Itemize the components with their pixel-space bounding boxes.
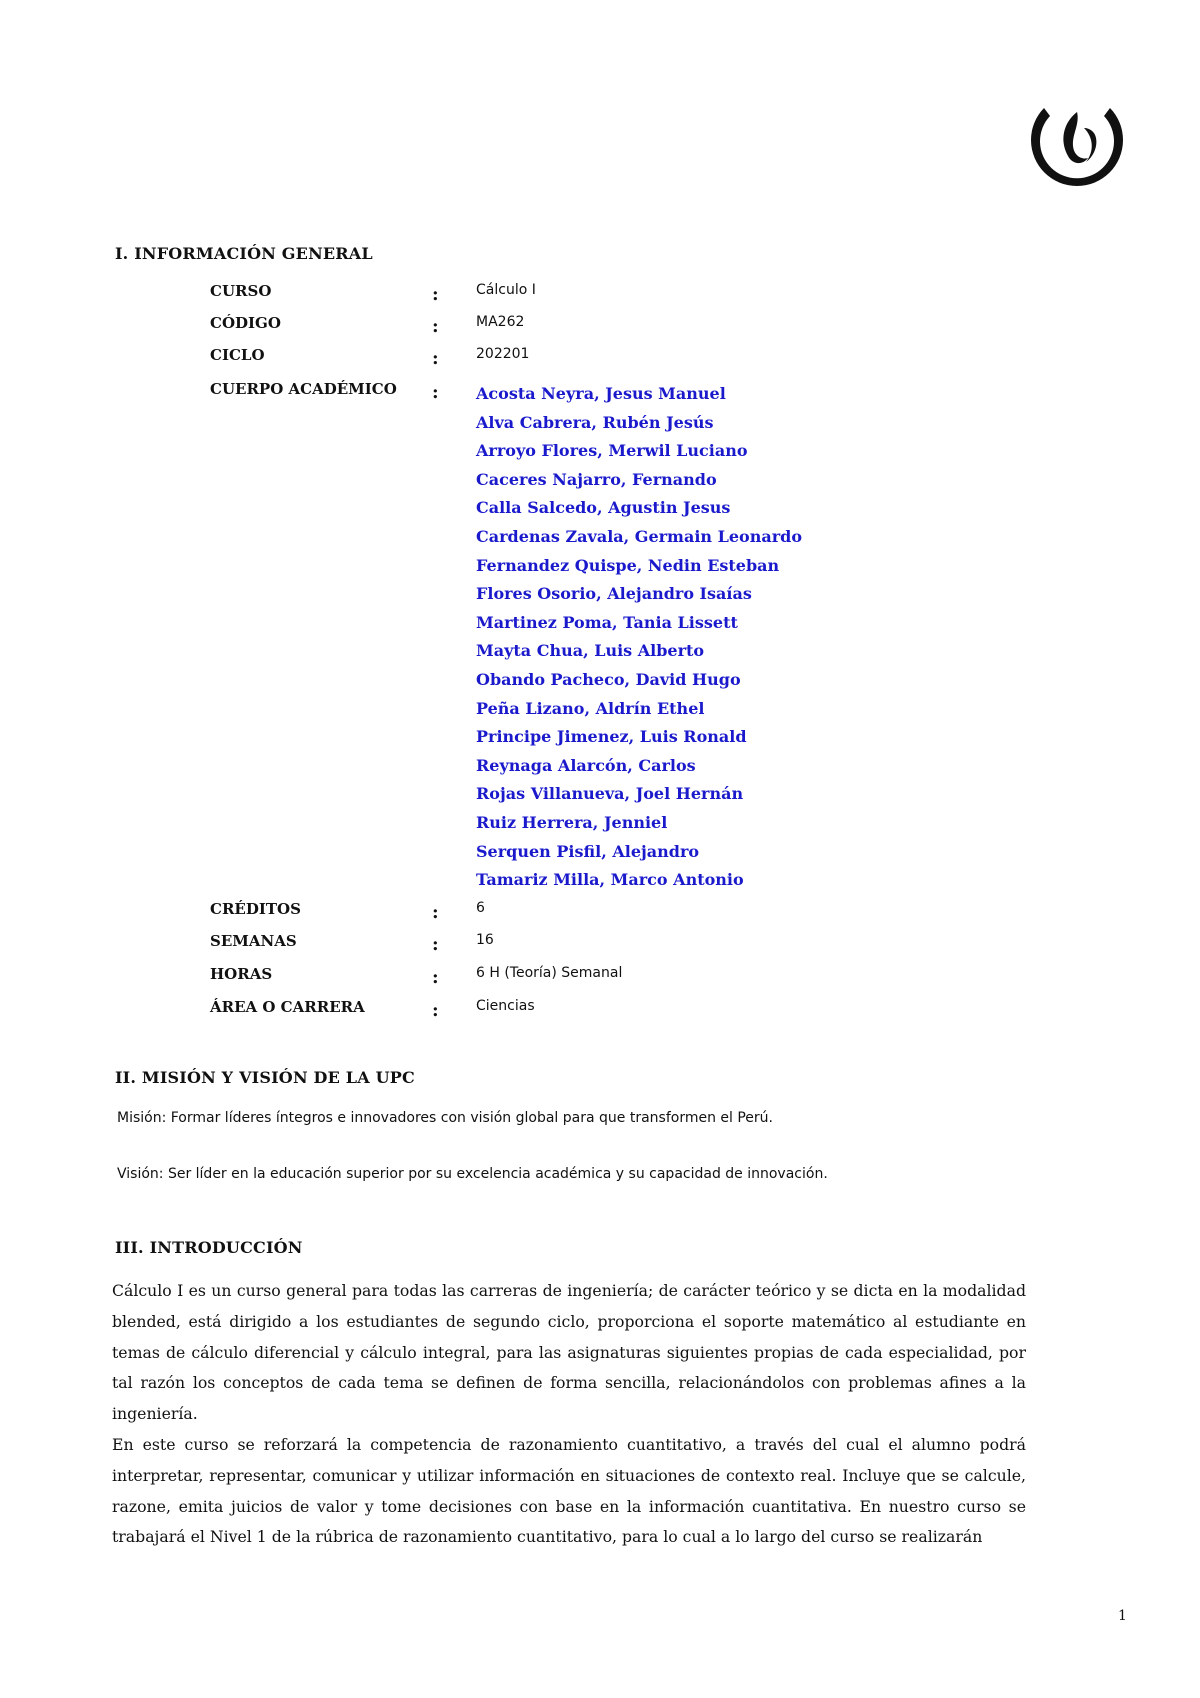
info-colon: : xyxy=(432,316,439,337)
info-value: 16 xyxy=(476,932,494,948)
faculty-member: Flores Osorio, Alejandro Isaías xyxy=(476,584,752,604)
info-colon: : xyxy=(432,348,439,369)
faculty-member: Caceres Najarro, Fernando xyxy=(476,469,717,489)
faculty-member: Obando Pacheco, David Hugo xyxy=(476,669,741,689)
upc-logo-icon xyxy=(1022,98,1132,204)
section-title-introduccion: III. INTRODUCCIÓN xyxy=(115,1238,303,1257)
info-label: CICLO xyxy=(210,346,265,364)
info-label: CÓDIGO xyxy=(210,314,281,332)
faculty-member: Martinez Poma, Tania Lissett xyxy=(476,612,738,632)
faculty-list xyxy=(476,380,802,895)
info-label: SEMANAS xyxy=(210,932,297,950)
info-value: MA262 xyxy=(476,314,525,330)
info-label: CURSO xyxy=(210,282,272,300)
info-label: CUERPO ACADÉMICO xyxy=(210,380,397,398)
info-value: 6 H (Teoría) Semanal xyxy=(476,965,623,981)
section-title-informacion-general: I. INFORMACIÓN GENERAL xyxy=(115,244,373,263)
info-value: 6 xyxy=(476,900,485,916)
info-colon: : xyxy=(432,934,439,955)
info-value: Ciencias xyxy=(476,998,535,1014)
faculty-member: Rojas Villanueva, Joel Hernán xyxy=(476,784,744,804)
mision-text: Misión: Formar líderes íntegros e innovadores con visión global para que transformen el Perú. xyxy=(117,1110,774,1126)
faculty-member: Ruiz Herrera, Jenniel xyxy=(476,812,668,832)
info-colon: : xyxy=(432,382,439,403)
faculty-member: Tamariz Milla, Marco Antonio xyxy=(476,870,744,890)
introduction-body xyxy=(112,1276,1026,1553)
info-label: HORAS xyxy=(210,965,273,983)
info-value: 202201 xyxy=(476,346,530,362)
info-label: ÁREA O CARRERA xyxy=(210,998,365,1016)
info-colon: : xyxy=(432,967,439,988)
faculty-member: Alva Cabrera, Rubén Jesús xyxy=(476,412,714,432)
page-number: 1 xyxy=(1118,1608,1127,1624)
faculty-member: Cardenas Zavala, Germain Leonardo xyxy=(476,526,803,546)
vision-text: Visión: Ser líder en la educación superior por su excelencia académica y su capacidad de innovación. xyxy=(117,1166,828,1182)
intro-paragraph: Cálculo I es un curso general para todas las carreras de ingeniería; de carácter teórico y se dicta en la modalidad blended, está dirigido a los estudiantes de segundo ciclo, proporciona el soporte matemático al estudiante en temas de cálculo diferencial y cálculo integral, para las asignaturas siguientes propias de cada especialidad, por tal razón los conceptos de cada tema se definen de forma sencilla, relacionándolos con problemas afines a la ingeniería. xyxy=(112,1281,1026,1424)
faculty-member: Arroyo Flores, Merwil Luciano xyxy=(476,441,748,461)
section-title-mision-vision: II. MISIÓN Y VISIÓN DE LA UPC xyxy=(115,1068,415,1087)
info-label: CRÉDITOS xyxy=(210,900,301,918)
faculty-member: Fernandez Quispe, Nedin Esteban xyxy=(476,555,780,575)
faculty-member: Mayta Chua, Luis Alberto xyxy=(476,641,705,661)
info-colon: : xyxy=(432,284,439,305)
info-value: Cálculo I xyxy=(476,282,536,298)
faculty-member: Acosta Neyra, Jesus Manuel xyxy=(476,384,726,403)
faculty-member: Peña Lizano, Aldrín Ethel xyxy=(476,698,705,718)
info-colon: : xyxy=(432,1000,439,1021)
faculty-member: Calla Salcedo, Agustin Jesus xyxy=(476,498,731,518)
intro-paragraph: En este curso se reforzará la competencia de razonamiento cuantitativo, a través del cual el alumno podrá interpretar, representar, comunicar y utilizar información en situaciones de contexto real. Incluye que se calcule, razone, emita juicios de valor y tome decisiones con base en la información cuantitativa. En nuestro curso se trabajará el Nivel 1 de la rúbrica de razonamiento cuantitativo, para lo cual a lo largo del curso se realizarán xyxy=(112,1434,1026,1547)
faculty-member: Serquen Pisfil, Alejandro xyxy=(476,841,700,861)
faculty-member: Reynaga Alarcón, Carlos xyxy=(476,755,696,775)
info-colon: : xyxy=(432,902,439,923)
faculty-member: Principe Jimenez, Luis Ronald xyxy=(476,727,747,747)
